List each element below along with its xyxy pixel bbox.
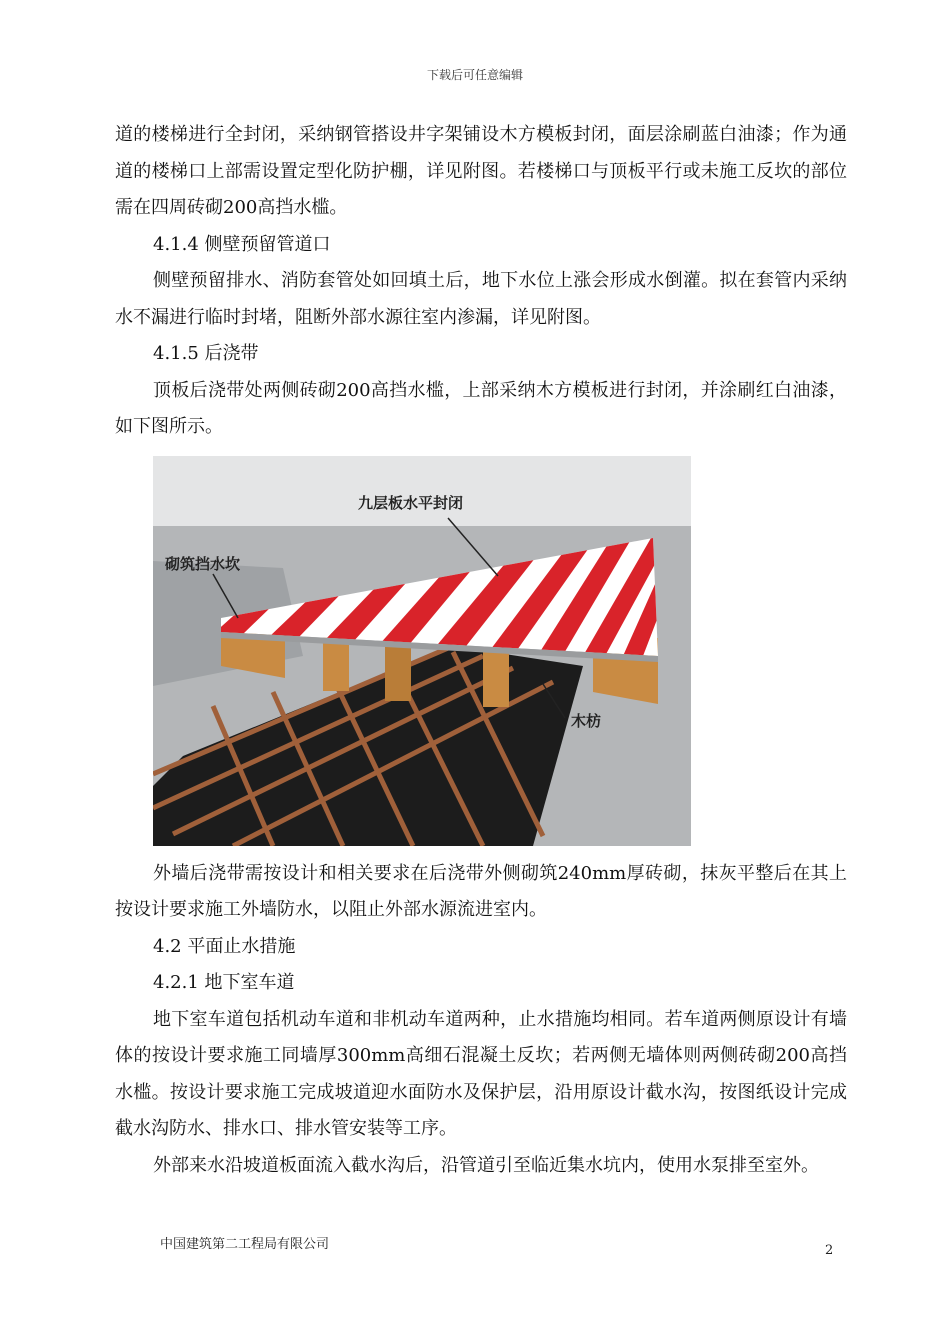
label-water-curb: 砌筑挡水坎	[165, 554, 241, 573]
paragraph: 顶板后浇带处两侧砖砌200高挡水槛，上部采纳木方模板进行封闭，并涂刷红白油漆，如下图所示。	[115, 379, 847, 437]
document-body	[115, 117, 847, 1184]
page-number: 2	[825, 1243, 834, 1258]
section-heading: 4.1.4 侧壁预留管道口	[153, 233, 331, 255]
footer-company: 中国建筑第二工程局有限公司	[160, 1237, 330, 1252]
section-heading: 4.2.1 地下室车道	[153, 972, 295, 993]
paragraph: 侧壁预留排水、消防套管处如回填土后，地下水位上涨会形成水倒灌。拟在套管内采纳水不漏进行临时封堵，阻断外部水源往室内渗漏，详见附图。	[115, 270, 847, 328]
post-pour-strip-illustration	[153, 456, 691, 846]
paragraph: 外部来水沿坡道板面流入截水沟后，沿管道引至临近集水坑内，使用水泵排至室外。	[153, 1154, 819, 1176]
paragraph: 道的楼梯进行全封闭，采纳钢管搭设井字架铺设木方模板封闭，面层涂刷蓝白油漆；作为通道的楼梯口上部需设置定型化防护棚，详见附图。若楼梯口与顶板平行或未施工反坎的部位需在四周砖砌200高挡水槛。	[115, 124, 847, 218]
label-timber: 木枋	[571, 711, 602, 730]
page-header: 下载后可任意编辑	[426, 68, 523, 82]
section-heading: 4.2 平面止水措施	[153, 935, 296, 957]
paragraph: 外墙后浇带需按设计和相关要求在后浇带外侧砌筑240mm厚砖砌，抹灰平整后在其上按设计要求施工外墙防水，以阻止外部水源流进室内。	[115, 862, 847, 920]
label-horizontal-seal: 九层板水平封闭	[358, 493, 464, 512]
section-heading: 4.1.5 后浇带	[153, 343, 259, 364]
paragraph: 地下室车道包括机动车道和非机动车道两种，止水措施均相同。若车道两侧原设计有墙体的按设计要求施工同墙厚300mm高细石混凝土反坎；若两侧无墙体则两侧砖砌200高挡水槛。按设计要求施工完成坡道迎水面防水及保护层，沿用原设计截水沟，按图纸设计完成截水沟防水、排水口、排水管安装等工序。	[115, 1008, 847, 1139]
post-pour-strip-figure	[153, 456, 691, 846]
